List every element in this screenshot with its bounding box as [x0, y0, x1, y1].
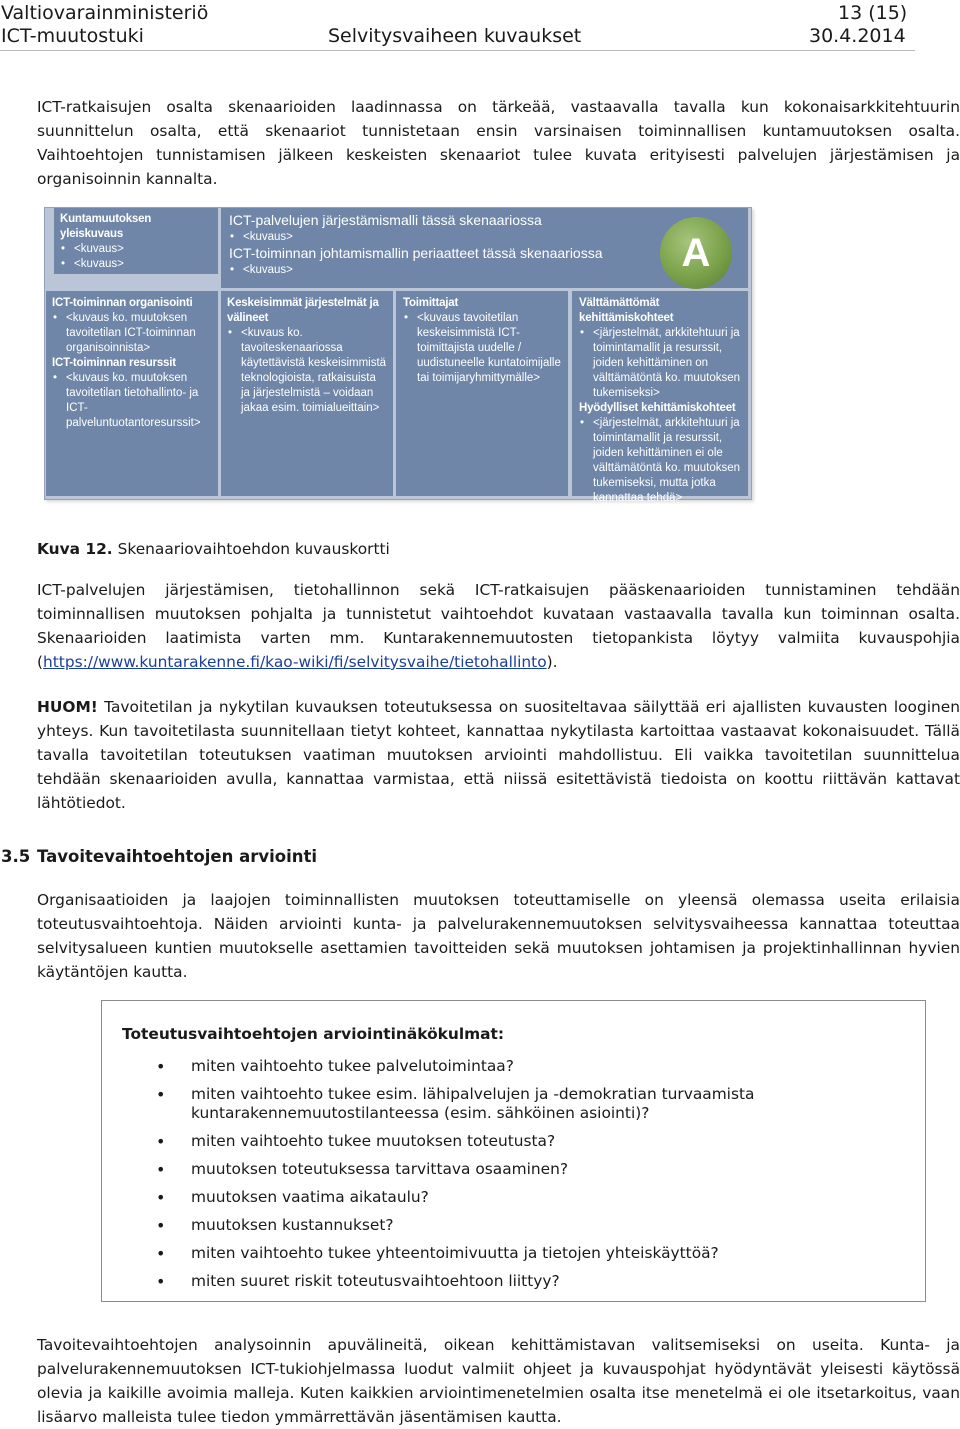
figure-caption	[37, 538, 390, 560]
overview-list	[60, 242, 212, 272]
paragraph-scenarios-end: ).	[546, 653, 558, 671]
col2-item: • <kuvaus ko. tavoiteskenaariossa käytettävistä keskeisimmistä teknologioista, ratkaisuista ja järjestelmistä – voidaan jakaa esim. toimialueittain>	[227, 326, 387, 416]
col1-item-1: • <kuvaus ko. muutoksen tavoitetilan ICT-toiminnan organisoinnista>	[52, 311, 212, 356]
column-suppliers	[396, 291, 568, 496]
col2-title: Keskeisimmät järjestelmät ja välineet	[227, 297, 379, 324]
paragraph-scenarios	[37, 578, 960, 674]
header-divider	[0, 50, 915, 51]
criteria-item: • muutoksen vaatima aikataulu?	[102, 1188, 925, 1207]
org-name: Valtiovarainministeriö	[1, 2, 209, 24]
doc-section: Selvitysvaiheen kuvaukset	[328, 25, 582, 47]
criteria-item: • muutoksen toteutuksessa tarvittava osaaminen?	[102, 1160, 925, 1179]
criteria-item: • muutoksen kustannukset?	[102, 1216, 925, 1235]
paragraph-scenarios-text: ICT-palvelujen järjestämisen, tietohallinnon sekä ICT-ratkaisujen pääskenaarioiden tunnistaminen tehdään toiminnallisen muutoksen pohjalta ja tunnistetut vaihtoehdot kuvataan vastaavalla tavalla kun toiminnan osalta. Skenaarioiden laatimista varten mm. Kuntarakennemuutosten tietopankista löytyy valmiita kuvauspohjia (	[37, 581, 960, 671]
col3-item: • <kuvaus tavoitetilan keskeisimmistä ICT-toimittajista uudelle / uudistuneelle kuntatoimijalle tai toimijaryhmittymälle>	[403, 311, 561, 386]
doc-name: ICT-muutostuki	[1, 25, 144, 47]
evaluation-criteria-box	[101, 1000, 926, 1302]
col1-title-2: ICT-toiminnan resurssit	[52, 357, 176, 369]
criteria-item: • miten vaihtoehto tukee esim. lähipalvelujen ja -demokratian turvaamista kuntarakennemuutostilanteessa (esim. sähköinen asiointi)?	[102, 1085, 925, 1123]
col3-title: Toimittajat	[403, 297, 459, 309]
criteria-item: • miten vaihtoehto tukee palvelutoimintaa?	[102, 1057, 925, 1076]
col1-title-1: ICT-toiminnan organisointi	[52, 297, 193, 309]
scenario-badge: A	[660, 217, 732, 289]
column-systems	[221, 291, 393, 496]
paragraph-huom	[37, 695, 960, 815]
col4-item-1: • <järjestelmät, arkkitehtuuri ja toimintamallit ja resurssit, joiden kehittäminen on välttämätöntä ko. muutoksen tukemiseksi>	[579, 326, 741, 401]
column-organisation	[46, 291, 218, 496]
paragraph-evaluation-text: Organisaatioiden ja laajojen toiminnallisten muutoksen toteuttamiselle on yleensä olemassa useita erilaisia toteutusvaihtoehtoja. Näiden arviointi kunta- ja palvelurakennemuutoksen selvitysvaiheessa kannattaa toteuttaa selvitysalueen kuntien muutokselle asettamien tavoitteiden sekä muutoksen johtamisen ja projektinhallinnan hyvien käytäntöjen kautta.	[37, 891, 960, 981]
section-title: Tavoitevaihtoehtojen arviointi	[37, 847, 318, 866]
doc-date: 30.4.2014	[809, 25, 906, 47]
criteria-title: Toteutusvaihtoehtojen arviointinäkökulmat:	[122, 1025, 505, 1043]
paragraph-tools-text: Tavoitevaihtoehtojen analysoinnin apuvälineitä, oikean kehittämistavan valitsemiseksi on useita. Kunta- ja palvelurakennemuutoksen ICT-tukiohjelmassa luodut valmiit ohjeet ja kuvauspohjat hyödyntävät yleisesti käytössä olevia ja kaikille avoimia malleja. Kuten kaikkien arviointimenetelmien osalta itse menetelmä ei ole itsetarkoitus, vaan lisäarvo malleista tulee tiedon ymmärrettävän jäsentämisen kautta.	[37, 1336, 960, 1426]
caption-label: Kuva 12.	[37, 540, 113, 558]
criteria-list	[102, 1057, 925, 1300]
col4-item-2: • <järjestelmät, arkkitehtuuri ja toimintamallit ja resurssit, joiden kehittäminen ei ole välttämätöntä ko. muutoksen tukemiseksi, mutta jotka kannattaa tehdä>	[579, 416, 741, 506]
kuntarakenne-link[interactable]: https://www.kuntarakenne.fi/kao-wiki/fi/selvitysvaihe/tietohallinto	[43, 653, 547, 671]
model-item-2: • <kuvaus>	[229, 262, 740, 278]
overview-box	[54, 208, 218, 274]
paragraph-evaluation	[37, 888, 960, 984]
paragraph-tools	[37, 1333, 960, 1429]
intro-text: ICT-ratkaisujen osalta skenaarioiden laadinnassa on tärkeää, vastaavalla tavalla kun kokonaisarkkitehtuurin suunnittelun osalta, että skenaariot tunnistetaan ensin varsinaisen toiminnallisen kuntamuutoksen osalta. Vaihtoehtojen tunnistamisen jälkeen keskeisten skenaariot tulee kuvata erityisesti palvelujen järjestämisen ja organisoinnin kannalta.	[37, 98, 960, 188]
page-number: 13 (15)	[838, 2, 908, 24]
overview-item: • <kuvaus>	[60, 257, 212, 272]
col1-item-2: • <kuvaus ko. muutoksen tavoitetilan tietohallinto- ja ICT-palveluntuotantoresurssit>	[52, 371, 212, 431]
criteria-item: • miten vaihtoehto tukee muutoksen toteutusta?	[102, 1132, 925, 1151]
section-number: 3.5	[1, 847, 31, 866]
huom-label: HUOM!	[37, 698, 98, 716]
overview-title: Kuntamuutoksen yleiskuvaus	[60, 213, 152, 240]
model-title-2: ICT-toiminnan johtamismallin periaatteet tässä skenaariossa	[229, 245, 603, 261]
col4-title-1: Välttämättömät kehittämiskohteet	[579, 297, 674, 324]
model-item-1: • <kuvaus>	[229, 229, 740, 245]
criteria-item: • miten vaihtoehto tukee yhteentoimivuutta ja tietojen yhteiskäyttöä?	[102, 1244, 925, 1263]
huom-text: Tavoitetilan ja nykytilan kuvauksen toteutuksessa on suositeltavaa säilyttää eri ajallisten kuvausten looginen yhteys. Kun tavoitetilasta suunnitellaan tietyt kohteet, kannattaa nykytilasta kartoittaa vastaavat kokonaisuudet. Tällä tavalla tavoitetilan toteutuksen vaatiman muutoksen arviointi mahdollistuu. Eli vaikka tavoitetilan suunnittelua tehdään skenaarioiden avulla, kannattaa varmistaa, että niissä esitettävistä tiedoista on koottu riittävän kattavat lähtötiedot.	[37, 698, 960, 812]
overview-item: • <kuvaus>	[60, 242, 212, 257]
caption-text: Skenaariovaihtoehdon kuvauskortti	[117, 540, 390, 558]
page-header	[0, 0, 960, 50]
intro-paragraph	[37, 95, 960, 191]
criteria-item: • miten suuret riskit toteutusvaihtoehtoon liittyy?	[102, 1272, 925, 1291]
column-development	[572, 291, 748, 504]
col4-title-2: Hyödylliset kehittämiskohteet	[579, 402, 736, 414]
model-title-1: ICT-palvelujen järjestämismalli tässä skenaariossa	[229, 212, 542, 228]
